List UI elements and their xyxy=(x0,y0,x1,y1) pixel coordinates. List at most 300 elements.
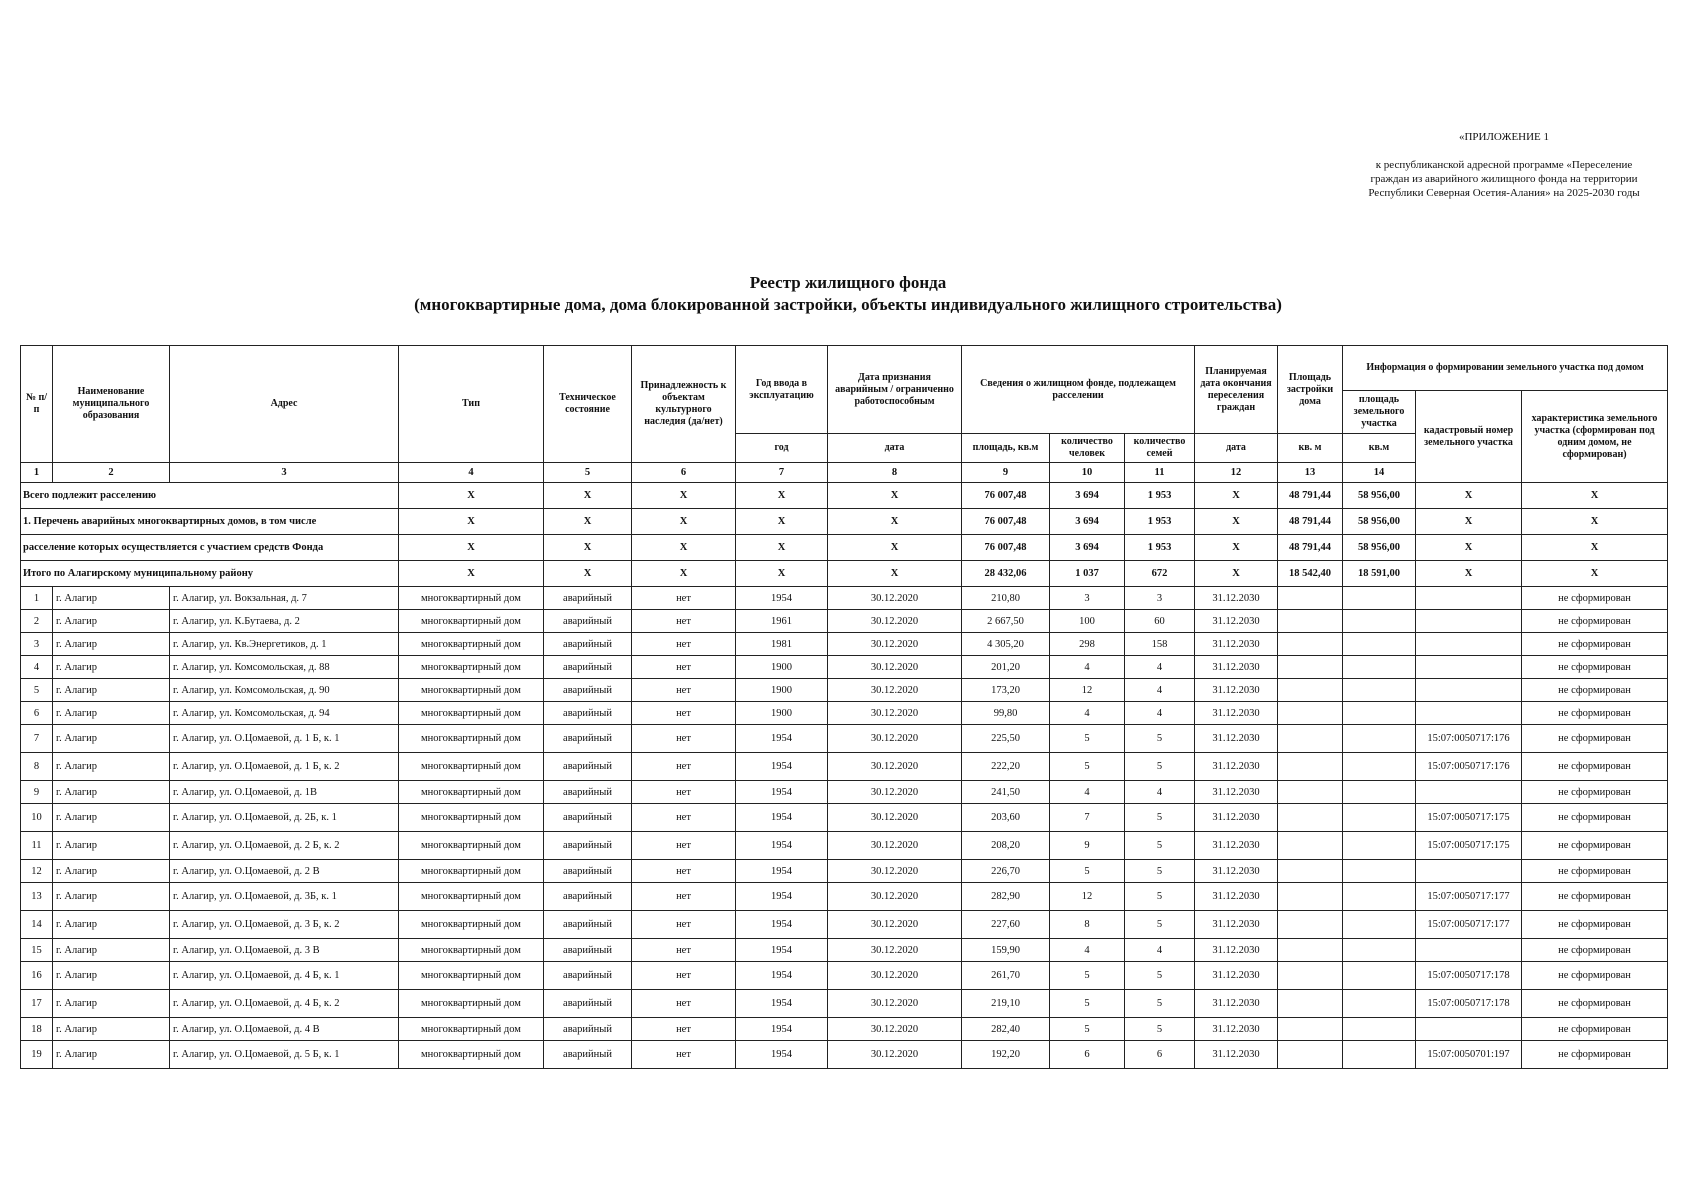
row-condition: аварийный xyxy=(544,656,632,679)
row-land-area xyxy=(1343,753,1416,781)
summary-cell: 48 791,44 xyxy=(1278,483,1343,509)
row-emergency-date: 30.12.2020 xyxy=(828,911,962,939)
summary-cell: X xyxy=(1522,561,1668,587)
row-type: многоквартирный дом xyxy=(399,990,544,1018)
row-footprint xyxy=(1278,702,1343,725)
row-type: многоквартирный дом xyxy=(399,656,544,679)
row-address: г. Алагир, ул. О.Цомаевой, д. 3 Б, к. 2 xyxy=(170,911,399,939)
header-heritage: Принадлежность к объектам культурного наследия (да/нет) xyxy=(632,346,736,463)
row-planned-date: 31.12.2030 xyxy=(1195,911,1278,939)
table-row xyxy=(21,633,1668,656)
row-cadastral xyxy=(1416,610,1522,633)
column-number: 8 xyxy=(828,463,962,483)
row-address: г. Алагир, ул. О.Цомаевой, д. 1В xyxy=(170,781,399,804)
row-footprint xyxy=(1278,753,1343,781)
row-condition: аварийный xyxy=(544,804,632,832)
row-number: 15 xyxy=(21,939,53,962)
row-cadastral xyxy=(1416,587,1522,610)
row-cadastral: 15:07:0050717:176 xyxy=(1416,753,1522,781)
row-planned-date: 31.12.2030 xyxy=(1195,702,1278,725)
summary-cell: X xyxy=(632,483,736,509)
row-planned-date: 31.12.2030 xyxy=(1195,679,1278,702)
header-families: количество семей xyxy=(1125,434,1195,463)
row-planned-date: 31.12.2030 xyxy=(1195,860,1278,883)
row-cadastral: 15:07:0050717:176 xyxy=(1416,725,1522,753)
row-planned-date: 31.12.2030 xyxy=(1195,656,1278,679)
row-condition: аварийный xyxy=(544,1041,632,1069)
column-number: 13 xyxy=(1278,463,1343,483)
row-planned-date: 31.12.2030 xyxy=(1195,633,1278,656)
summary-cell: X xyxy=(828,561,962,587)
row-land-area xyxy=(1343,781,1416,804)
row-municipality: г. Алагир xyxy=(53,610,170,633)
row-year: 1954 xyxy=(736,962,828,990)
row-heritage: нет xyxy=(632,725,736,753)
appendix-title: «ПРИЛОЖЕНИЕ 1 xyxy=(1458,131,1550,143)
row-planned-date: 31.12.2030 xyxy=(1195,962,1278,990)
row-emergency-date: 30.12.2020 xyxy=(828,610,962,633)
row-heritage: нет xyxy=(632,702,736,725)
row-municipality: г. Алагир xyxy=(53,633,170,656)
row-number: 9 xyxy=(21,781,53,804)
row-families: 5 xyxy=(1125,883,1195,911)
row-area: 2 667,50 xyxy=(962,610,1050,633)
summary-cell: X xyxy=(544,535,632,561)
row-families: 5 xyxy=(1125,725,1195,753)
row-heritage: нет xyxy=(632,832,736,860)
row-emergency-date: 30.12.2020 xyxy=(828,679,962,702)
row-people: 4 xyxy=(1050,781,1125,804)
row-cadastral: 15:07:0050717:178 xyxy=(1416,990,1522,1018)
row-footprint xyxy=(1278,656,1343,679)
row-footprint xyxy=(1278,1018,1343,1041)
row-planned-date: 31.12.2030 xyxy=(1195,1041,1278,1069)
row-municipality: г. Алагир xyxy=(53,990,170,1018)
row-municipality: г. Алагир xyxy=(53,781,170,804)
column-number: 11 xyxy=(1125,463,1195,483)
summary-label: Итого по Алагирскому муниципальному району xyxy=(21,561,399,587)
summary-cell: 18 542,40 xyxy=(1278,561,1343,587)
summary-cell: 76 007,48 xyxy=(962,535,1050,561)
row-people: 5 xyxy=(1050,1018,1125,1041)
row-land-area xyxy=(1343,883,1416,911)
summary-rows xyxy=(21,483,1668,587)
summary-cell: X xyxy=(1416,509,1522,535)
row-land-area xyxy=(1343,702,1416,725)
row-land-characteristic: не сформирован xyxy=(1522,725,1668,753)
row-footprint xyxy=(1278,860,1343,883)
row-land-area xyxy=(1343,633,1416,656)
row-municipality: г. Алагир xyxy=(53,753,170,781)
row-cadastral: 15:07:0050701:197 xyxy=(1416,1041,1522,1069)
row-year: 1954 xyxy=(736,753,828,781)
row-number: 7 xyxy=(21,725,53,753)
row-number: 12 xyxy=(21,860,53,883)
header-land-info: Информация о формировании земельного участка под домом xyxy=(1343,346,1668,391)
row-footprint xyxy=(1278,962,1343,990)
row-families: 4 xyxy=(1125,656,1195,679)
summary-cell: X xyxy=(544,509,632,535)
row-cadastral: 15:07:0050717:175 xyxy=(1416,832,1522,860)
row-people: 5 xyxy=(1050,753,1125,781)
header-type: Тип xyxy=(399,346,544,463)
row-families: 4 xyxy=(1125,781,1195,804)
row-land-area xyxy=(1343,1041,1416,1069)
row-type: многоквартирный дом xyxy=(399,883,544,911)
row-families: 3 xyxy=(1125,587,1195,610)
row-heritage: нет xyxy=(632,1018,736,1041)
document-title-line2: (многоквартирные дома, дома блокированной застройки, объекты индивидуального жилищного строительства) xyxy=(414,295,1282,314)
row-municipality: г. Алагир xyxy=(53,962,170,990)
table-row xyxy=(21,911,1668,939)
row-municipality: г. Алагир xyxy=(53,939,170,962)
row-families: 5 xyxy=(1125,860,1195,883)
row-heritage: нет xyxy=(632,781,736,804)
summary-cell: 58 956,00 xyxy=(1343,509,1416,535)
row-number: 14 xyxy=(21,911,53,939)
table-row xyxy=(21,753,1668,781)
row-address: г. Алагир, ул. Комсомольская, д. 88 xyxy=(170,656,399,679)
row-families: 5 xyxy=(1125,804,1195,832)
summary-cell: X xyxy=(399,509,544,535)
row-condition: аварийный xyxy=(544,1018,632,1041)
row-planned-date: 31.12.2030 xyxy=(1195,832,1278,860)
row-land-area xyxy=(1343,860,1416,883)
row-emergency-date: 30.12.2020 xyxy=(828,702,962,725)
row-land-characteristic: не сформирован xyxy=(1522,962,1668,990)
row-footprint xyxy=(1278,939,1343,962)
header-housing: Сведения о жилищном фонде, подлежащем расселении xyxy=(962,346,1195,434)
appendix-line: Республики Северная Осетия-Алания» на 2025-2030 годы xyxy=(1368,187,1640,199)
summary-cell: 18 591,00 xyxy=(1343,561,1416,587)
row-type: многоквартирный дом xyxy=(399,911,544,939)
summary-cell: 1 953 xyxy=(1125,483,1195,509)
row-type: многоквартирный дом xyxy=(399,725,544,753)
row-land-area xyxy=(1343,990,1416,1018)
column-number: 2 xyxy=(53,463,170,483)
header-condition: Техническое состояние xyxy=(544,346,632,463)
row-cadastral: 15:07:0050717:177 xyxy=(1416,911,1522,939)
row-land-characteristic: не сформирован xyxy=(1522,633,1668,656)
row-heritage: нет xyxy=(632,883,736,911)
row-number: 11 xyxy=(21,832,53,860)
row-number: 6 xyxy=(21,702,53,725)
row-people: 100 xyxy=(1050,610,1125,633)
summary-cell: X xyxy=(544,561,632,587)
header-area: площадь, кв.м xyxy=(962,434,1050,463)
row-year: 1954 xyxy=(736,860,828,883)
row-land-area xyxy=(1343,656,1416,679)
row-year: 1954 xyxy=(736,587,828,610)
row-footprint xyxy=(1278,610,1343,633)
table-row xyxy=(21,804,1668,832)
row-cadastral xyxy=(1416,702,1522,725)
summary-cell: 58 956,00 xyxy=(1343,483,1416,509)
summary-cell: 1 953 xyxy=(1125,509,1195,535)
row-condition: аварийный xyxy=(544,883,632,911)
header-footprint-sub: кв. м xyxy=(1278,434,1343,463)
row-emergency-date: 30.12.2020 xyxy=(828,587,962,610)
row-number: 4 xyxy=(21,656,53,679)
row-emergency-date: 30.12.2020 xyxy=(828,753,962,781)
row-land-characteristic: не сформирован xyxy=(1522,990,1668,1018)
row-area: 225,50 xyxy=(962,725,1050,753)
summary-row xyxy=(21,509,1668,535)
row-families: 5 xyxy=(1125,753,1195,781)
table-row xyxy=(21,939,1668,962)
summary-cell: 48 791,44 xyxy=(1278,535,1343,561)
row-people: 5 xyxy=(1050,860,1125,883)
row-number: 8 xyxy=(21,753,53,781)
header-cadastral: кадастровый номер земельного участка xyxy=(1416,391,1522,483)
row-municipality: г. Алагир xyxy=(53,911,170,939)
row-cadastral: 15:07:0050717:175 xyxy=(1416,804,1522,832)
row-land-area xyxy=(1343,725,1416,753)
row-type: многоквартирный дом xyxy=(399,781,544,804)
summary-row xyxy=(21,535,1668,561)
row-area: 210,80 xyxy=(962,587,1050,610)
row-condition: аварийный xyxy=(544,860,632,883)
row-year: 1954 xyxy=(736,883,828,911)
row-number: 16 xyxy=(21,962,53,990)
row-condition: аварийный xyxy=(544,781,632,804)
row-cadastral xyxy=(1416,781,1522,804)
row-land-area xyxy=(1343,962,1416,990)
row-address: г. Алагир, ул. Комсомольская, д. 90 xyxy=(170,679,399,702)
row-families: 5 xyxy=(1125,832,1195,860)
row-area: 173,20 xyxy=(962,679,1050,702)
row-heritage: нет xyxy=(632,610,736,633)
header-address: Адрес xyxy=(170,346,399,463)
row-land-characteristic: не сформирован xyxy=(1522,781,1668,804)
summary-cell: X xyxy=(828,509,962,535)
row-area: 241,50 xyxy=(962,781,1050,804)
row-heritage: нет xyxy=(632,633,736,656)
row-year: 1900 xyxy=(736,656,828,679)
row-municipality: г. Алагир xyxy=(53,702,170,725)
row-condition: аварийный xyxy=(544,832,632,860)
row-type: многоквартирный дом xyxy=(399,962,544,990)
row-land-characteristic: не сформирован xyxy=(1522,1041,1668,1069)
row-people: 4 xyxy=(1050,656,1125,679)
row-type: многоквартирный дом xyxy=(399,753,544,781)
row-condition: аварийный xyxy=(544,725,632,753)
row-families: 158 xyxy=(1125,633,1195,656)
column-number: 4 xyxy=(399,463,544,483)
row-address: г. Алагир, ул. О.Цомаевой, д. 2 Б, к. 2 xyxy=(170,832,399,860)
row-footprint xyxy=(1278,990,1343,1018)
summary-cell: 3 694 xyxy=(1050,535,1125,561)
table-row xyxy=(21,990,1668,1018)
row-address: г. Алагир, ул. О.Цомаевой, д. 4 В xyxy=(170,1018,399,1041)
column-number: 14 xyxy=(1343,463,1416,483)
row-area: 227,60 xyxy=(962,911,1050,939)
table-row xyxy=(21,587,1668,610)
row-planned-date: 31.12.2030 xyxy=(1195,587,1278,610)
summary-cell: X xyxy=(399,483,544,509)
row-land-characteristic: не сформирован xyxy=(1522,1018,1668,1041)
summary-cell: X xyxy=(736,535,828,561)
row-heritage: нет xyxy=(632,753,736,781)
row-land-characteristic: не сформирован xyxy=(1522,587,1668,610)
row-condition: аварийный xyxy=(544,679,632,702)
summary-cell: X xyxy=(632,535,736,561)
column-number: 10 xyxy=(1050,463,1125,483)
row-year: 1981 xyxy=(736,633,828,656)
row-number: 10 xyxy=(21,804,53,832)
row-heritage: нет xyxy=(632,656,736,679)
summary-cell: X xyxy=(1195,561,1278,587)
row-year: 1954 xyxy=(736,1041,828,1069)
summary-cell: 28 432,06 xyxy=(962,561,1050,587)
row-year: 1954 xyxy=(736,725,828,753)
row-emergency-date: 30.12.2020 xyxy=(828,883,962,911)
row-footprint xyxy=(1278,883,1343,911)
row-condition: аварийный xyxy=(544,587,632,610)
row-planned-date: 31.12.2030 xyxy=(1195,939,1278,962)
row-land-characteristic: не сформирован xyxy=(1522,883,1668,911)
row-emergency-date: 30.12.2020 xyxy=(828,939,962,962)
row-land-characteristic: не сформирован xyxy=(1522,832,1668,860)
row-planned-date: 31.12.2030 xyxy=(1195,883,1278,911)
row-heritage: нет xyxy=(632,679,736,702)
header-emergency-sub: дата xyxy=(828,434,962,463)
row-footprint xyxy=(1278,911,1343,939)
row-municipality: г. Алагир xyxy=(53,656,170,679)
summary-cell: 1 953 xyxy=(1125,535,1195,561)
row-municipality: г. Алагир xyxy=(53,679,170,702)
row-land-area xyxy=(1343,804,1416,832)
header-footprint: Площадь застройки дома xyxy=(1278,346,1343,434)
row-planned-date: 31.12.2030 xyxy=(1195,610,1278,633)
row-type: многоквартирный дом xyxy=(399,610,544,633)
row-heritage: нет xyxy=(632,911,736,939)
row-number: 13 xyxy=(21,883,53,911)
appendix-line: к республиканской адресной программе «Переселение xyxy=(1375,159,1633,171)
column-number: 7 xyxy=(736,463,828,483)
row-people: 5 xyxy=(1050,990,1125,1018)
row-cadastral xyxy=(1416,1018,1522,1041)
summary-label: 1. Перечень аварийных многоквартирных домов, в том числе xyxy=(21,509,399,535)
row-municipality: г. Алагир xyxy=(53,587,170,610)
row-type: многоквартирный дом xyxy=(399,804,544,832)
row-area: 219,10 xyxy=(962,990,1050,1018)
column-number: 12 xyxy=(1195,463,1278,483)
row-land-characteristic: не сформирован xyxy=(1522,702,1668,725)
header-land-characteristic: характеристика земельного участка (сформирован под одним домом, не сформирован) xyxy=(1522,391,1668,483)
summary-cell: X xyxy=(1522,509,1668,535)
row-municipality: г. Алагир xyxy=(53,1041,170,1069)
row-people: 5 xyxy=(1050,962,1125,990)
row-municipality: г. Алагир xyxy=(53,725,170,753)
row-area: 203,60 xyxy=(962,804,1050,832)
row-year: 1954 xyxy=(736,939,828,962)
row-area: 99,80 xyxy=(962,702,1050,725)
header-land-area-unit: кв.м xyxy=(1343,434,1416,463)
row-address: г. Алагир, ул. Вокзальная, д. 7 xyxy=(170,587,399,610)
row-emergency-date: 30.12.2020 xyxy=(828,962,962,990)
row-address: г. Алагир, ул. К.Бутаева, д. 2 xyxy=(170,610,399,633)
row-land-characteristic: не сформирован xyxy=(1522,656,1668,679)
summary-cell: 1 037 xyxy=(1050,561,1125,587)
row-land-area xyxy=(1343,1018,1416,1041)
row-condition: аварийный xyxy=(544,610,632,633)
row-emergency-date: 30.12.2020 xyxy=(828,656,962,679)
register-rows xyxy=(21,587,1668,1069)
row-footprint xyxy=(1278,725,1343,753)
row-land-area xyxy=(1343,610,1416,633)
row-heritage: нет xyxy=(632,939,736,962)
summary-cell: 76 007,48 xyxy=(962,509,1050,535)
summary-cell: 3 694 xyxy=(1050,483,1125,509)
row-municipality: г. Алагир xyxy=(53,860,170,883)
row-emergency-date: 30.12.2020 xyxy=(828,1018,962,1041)
row-number: 19 xyxy=(21,1041,53,1069)
row-land-area xyxy=(1343,679,1416,702)
row-area: 208,20 xyxy=(962,832,1050,860)
summary-cell: X xyxy=(399,561,544,587)
appendix-line: граждан из аварийного жилищного фонда на территории xyxy=(1370,173,1638,185)
row-number: 17 xyxy=(21,990,53,1018)
column-number: 9 xyxy=(962,463,1050,483)
row-footprint xyxy=(1278,1041,1343,1069)
row-year: 1900 xyxy=(736,702,828,725)
row-heritage: нет xyxy=(632,804,736,832)
row-condition: аварийный xyxy=(544,702,632,725)
row-area: 192,20 xyxy=(962,1041,1050,1069)
row-address: г. Алагир, ул. Комсомольская, д. 94 xyxy=(170,702,399,725)
row-address: г. Алагир, ул. Кв.Энергетиков, д. 1 xyxy=(170,633,399,656)
row-people: 9 xyxy=(1050,832,1125,860)
column-number: 6 xyxy=(632,463,736,483)
summary-label: Всего подлежит расселению xyxy=(21,483,399,509)
row-land-characteristic: не сформирован xyxy=(1522,939,1668,962)
row-number: 2 xyxy=(21,610,53,633)
register-table xyxy=(20,345,1668,1069)
row-land-characteristic: не сформирован xyxy=(1522,610,1668,633)
row-type: многоквартирный дом xyxy=(399,633,544,656)
row-families: 5 xyxy=(1125,962,1195,990)
summary-cell: X xyxy=(1195,509,1278,535)
row-address: г. Алагир, ул. О.Цомаевой, д. 5 Б, к. 1 xyxy=(170,1041,399,1069)
row-emergency-date: 30.12.2020 xyxy=(828,832,962,860)
row-condition: аварийный xyxy=(544,990,632,1018)
row-planned-date: 31.12.2030 xyxy=(1195,725,1278,753)
header-people: количество человек xyxy=(1050,434,1125,463)
row-land-characteristic: не сформирован xyxy=(1522,860,1668,883)
summary-cell: 48 791,44 xyxy=(1278,509,1343,535)
row-cadastral: 15:07:0050717:178 xyxy=(1416,962,1522,990)
summary-cell: X xyxy=(1195,483,1278,509)
summary-cell: X xyxy=(736,509,828,535)
row-emergency-date: 30.12.2020 xyxy=(828,725,962,753)
table-row xyxy=(21,832,1668,860)
summary-cell: X xyxy=(1416,561,1522,587)
column-number: 5 xyxy=(544,463,632,483)
row-condition: аварийный xyxy=(544,939,632,962)
document-title-line1: Реестр жилищного фонда xyxy=(749,273,947,292)
table-row xyxy=(21,656,1668,679)
summary-cell: X xyxy=(544,483,632,509)
row-land-area xyxy=(1343,939,1416,962)
row-address: г. Алагир, ул. О.Цомаевой, д. 1 Б, к. 2 xyxy=(170,753,399,781)
document-title xyxy=(0,272,1696,316)
summary-cell: X xyxy=(1195,535,1278,561)
row-number: 5 xyxy=(21,679,53,702)
row-number: 1 xyxy=(21,587,53,610)
row-people: 7 xyxy=(1050,804,1125,832)
summary-cell: 3 694 xyxy=(1050,509,1125,535)
